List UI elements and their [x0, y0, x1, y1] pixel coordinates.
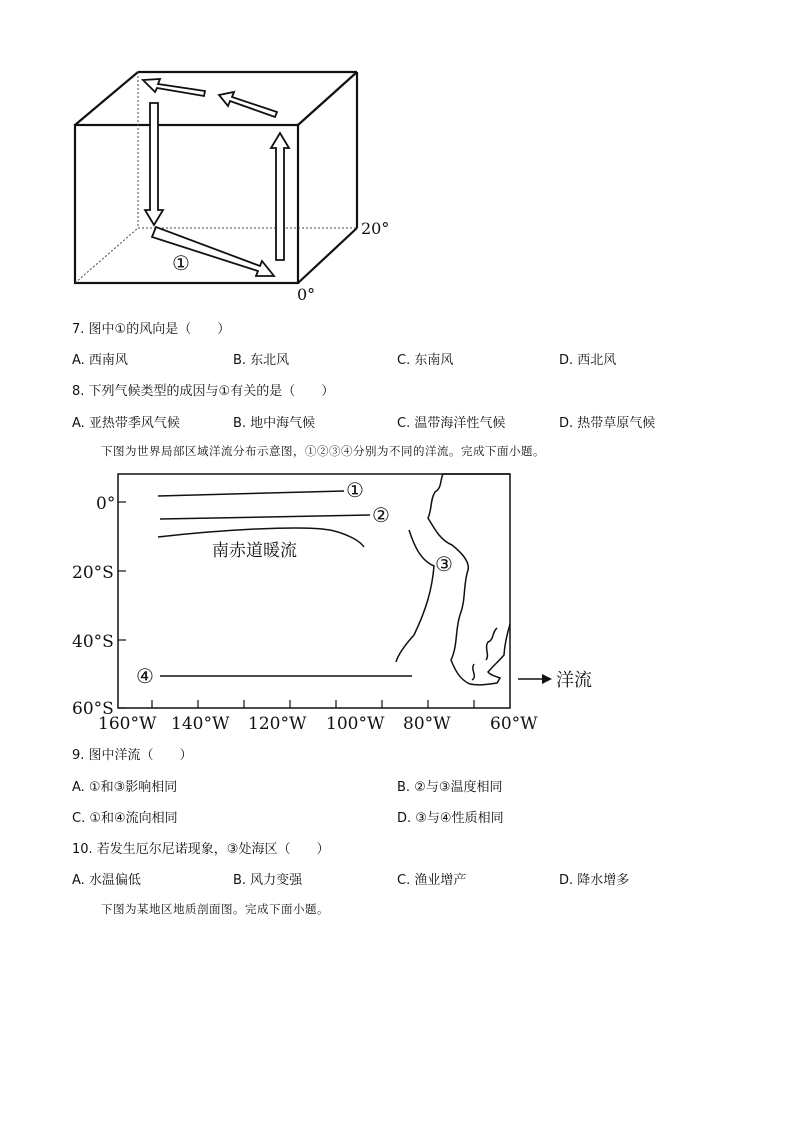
arrow-top-left	[143, 79, 205, 96]
circulation-cell-diagram	[60, 62, 400, 312]
q7-option-d[interactable]: D. 西北风	[559, 353, 617, 368]
question-7-stem: 7. 图中①的风向是（ ）	[72, 322, 231, 337]
circle-label-1: ①	[172, 251, 190, 275]
q8-option-c[interactable]: C. 温带海洋性气候	[397, 416, 506, 431]
q10-option-b[interactable]: B. 风力变强	[233, 873, 303, 888]
x-tick-100w: 100°W	[326, 714, 385, 734]
latitude-20-label: 20°	[361, 219, 390, 238]
legend-label: 洋流	[556, 670, 592, 691]
q9-option-d[interactable]: D. ③与④性质相同	[397, 811, 504, 826]
y-tick-40s: 40°S	[72, 632, 114, 652]
q7-option-b[interactable]: B. 东北风	[233, 353, 290, 368]
coastline-islands	[472, 628, 497, 680]
arrow-up	[271, 133, 289, 260]
question-9-stem: 9. 图中洋流（ ）	[72, 748, 193, 763]
y-tick-60s: 60°S	[72, 699, 114, 719]
x-tick-160w: 160°W	[98, 714, 157, 734]
y-tick-0: 0°	[96, 494, 116, 514]
y-tick-20s: 20°S	[72, 563, 114, 583]
ocean-currents-map	[60, 465, 620, 735]
q9-option-a[interactable]: A. ①和③影响相同	[72, 780, 178, 795]
x-tick-140w: 140°W	[171, 714, 230, 734]
arrow-down	[145, 103, 163, 225]
legend-arrow-icon	[518, 674, 552, 684]
q9-option-c[interactable]: C. ①和④流向相同	[72, 811, 178, 826]
current-3-line	[396, 530, 434, 662]
x-tick-60w: 60°W	[490, 714, 538, 734]
intro-geologic-section: 下图为某地区地质剖面图。完成下面小题。	[101, 902, 329, 916]
q8-option-a[interactable]: A. 亚热带季风气候	[72, 416, 180, 431]
q10-option-c[interactable]: C. 渔业增产	[397, 873, 467, 888]
q10-option-d[interactable]: D. 降水增多	[559, 873, 630, 888]
x-tick-80w: 80°W	[403, 714, 451, 734]
q7-option-a[interactable]: A. 西南风	[72, 353, 128, 368]
q9-option-b[interactable]: B. ②与③温度相同	[397, 780, 503, 795]
arrow-top-right	[219, 92, 277, 117]
question-8-stem: 8. 下列气候类型的成因与①有关的是（ ）	[72, 384, 335, 399]
current-2-line	[160, 515, 370, 519]
q8-option-d[interactable]: D. 热带草原气候	[559, 416, 656, 431]
arrow-bottom	[152, 227, 274, 276]
current-label-1: ①	[346, 478, 364, 502]
current-label-3: ③	[435, 552, 453, 576]
current-label-2: ②	[372, 503, 390, 527]
current-1-line	[158, 491, 344, 496]
warm-current-label: 南赤道暖流	[212, 541, 297, 561]
q8-option-b[interactable]: B. 地中海气候	[233, 416, 316, 431]
latitude-0-label: 0°	[297, 285, 316, 304]
x-tick-120w: 120°W	[248, 714, 307, 734]
q7-option-c[interactable]: C. 东南风	[397, 353, 454, 368]
question-10-stem: 10. 若发生厄尔尼诺现象，③处海区（ ）	[72, 842, 330, 857]
intro-ocean-currents: 下图为世界局部区域洋流分布示意图，①②③④分别为不同的洋流。完成下面小题。	[101, 444, 545, 458]
south-america-coastline	[428, 474, 510, 685]
current-label-4: ④	[136, 664, 154, 688]
q10-option-a[interactable]: A. 水温偏低	[72, 873, 141, 888]
